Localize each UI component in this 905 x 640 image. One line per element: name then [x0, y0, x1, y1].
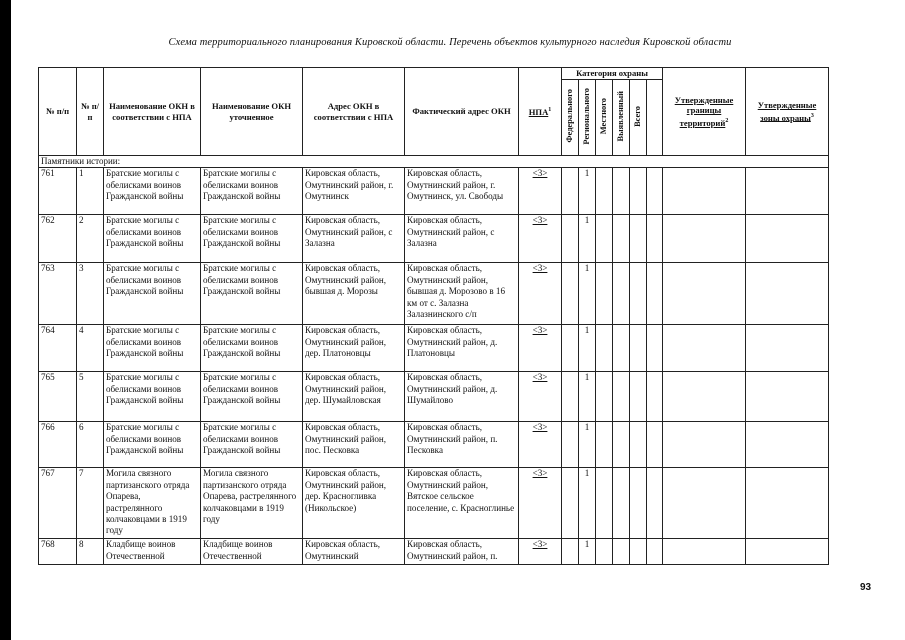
header-address-fact: Фактический адрес ОКН — [405, 68, 519, 156]
row-cat-total — [630, 263, 647, 325]
row-cat-federal — [562, 215, 579, 263]
row-cat-local — [596, 468, 613, 539]
row-zones — [746, 325, 829, 372]
row-address: Кировская область, Омутнинский район, бывшая д. Морозы — [303, 263, 405, 325]
row-num1: 761 — [39, 168, 77, 215]
row-cat-identified — [613, 263, 630, 325]
row-fact-address: Кировская область, Омутнинский район, г. Омутнинск, ул. Свободы — [405, 168, 519, 215]
row-num2: 7 — [77, 468, 104, 539]
table-row — [39, 539, 829, 565]
document-title: Схема территориального планирования Кировской области. Перечень объектов культурного наследия Кировской области — [168, 37, 732, 48]
row-cat-local — [596, 215, 613, 263]
row-address: Кировская область, Омутнинский район, дер. Платоновцы — [303, 325, 405, 372]
row-num1: 762 — [39, 215, 77, 263]
row-name: Братские могилы с обелисками воинов Гражданской войны — [104, 422, 201, 468]
row-address: Кировская область, Омутнинский район, г. Омутнинск — [303, 168, 405, 215]
row-cat-federal — [562, 372, 579, 422]
row-boundaries — [663, 263, 746, 325]
row-npa: <3> — [519, 422, 562, 468]
row-cat-federal — [562, 325, 579, 372]
header-name-refined: Наименование ОКН уточненное — [201, 68, 303, 156]
row-cat-local — [596, 539, 613, 565]
row-name: Братские могилы с обелисками воинов Гражданской войны — [104, 372, 201, 422]
row-cat-identified — [613, 539, 630, 565]
row-cat-blank — [647, 372, 663, 422]
row-cat-regional: 1 — [579, 168, 596, 215]
row-cat-identified — [613, 468, 630, 539]
row-cat-federal — [562, 468, 579, 539]
row-zones — [746, 215, 829, 263]
row-cat-local — [596, 325, 613, 372]
row-fact-address: Кировская область, Омутнинский район, с Залазна — [405, 215, 519, 263]
row-name-refined: Братские могилы с обелисками воинов Гражданской войны — [201, 215, 303, 263]
row-address: Кировская область, Омутнинский район, дер. Шумайловская — [303, 372, 405, 422]
row-name: Братские могилы с обелисками воинов Гражданской войны — [104, 325, 201, 372]
row-num2: 8 — [77, 539, 104, 565]
table-row — [39, 168, 829, 215]
row-num2: 6 — [77, 422, 104, 468]
header-cat-identified: Выявленный — [613, 80, 630, 156]
table-row — [39, 422, 829, 468]
row-name-refined: Могила связного партизанского отряда Опарева, растрелянного колчаковцами в 1919 году — [201, 468, 303, 539]
row-cat-identified — [613, 168, 630, 215]
row-boundaries — [663, 215, 746, 263]
row-cat-regional: 1 — [579, 539, 596, 565]
row-name: Братские могилы с обелисками воинов Гражданской войны — [104, 263, 201, 325]
row-fact-address: Кировская область, Омутнинский район, п. — [405, 539, 519, 565]
header-cat-federal: Федерального — [562, 80, 579, 156]
row-num1: 767 — [39, 468, 77, 539]
row-num1: 763 — [39, 263, 77, 325]
row-cat-total — [630, 215, 647, 263]
page-number: 93 — [860, 582, 872, 593]
row-boundaries — [663, 539, 746, 565]
row-cat-regional: 1 — [579, 372, 596, 422]
row-name-refined: Братские могилы с обелисками воинов Гражданской войны — [201, 263, 303, 325]
row-cat-blank — [647, 215, 663, 263]
row-cat-total — [630, 539, 647, 565]
row-name: Братские могилы с обелисками воинов Гражданской войны — [104, 215, 201, 263]
row-name-refined: Братские могилы с обелисками воинов Гражданской войны — [201, 325, 303, 372]
row-boundaries — [663, 325, 746, 372]
row-cat-regional: 1 — [579, 468, 596, 539]
row-name-refined: Братские могилы с обелисками воинов Гражданской войны — [201, 372, 303, 422]
row-cat-identified — [613, 372, 630, 422]
row-address: Кировская область, Омутнинский район, с Залазна — [303, 215, 405, 263]
section-label: Памятники истории: — [39, 156, 829, 168]
row-num2: 1 — [77, 168, 104, 215]
row-zones — [746, 372, 829, 422]
row-zones — [746, 468, 829, 539]
header-address-npa: Адрес ОКН в соответствии с НПА — [303, 68, 405, 156]
row-npa: <3> — [519, 539, 562, 565]
row-name: Могила связного партизанского отряда Опарева, растрелянного колчаковцами в 1919 году — [104, 468, 201, 539]
row-cat-total — [630, 422, 647, 468]
row-cat-blank — [647, 468, 663, 539]
row-zones — [746, 263, 829, 325]
row-boundaries — [663, 468, 746, 539]
row-num1: 765 — [39, 372, 77, 422]
row-cat-regional: 1 — [579, 263, 596, 325]
row-npa: <3> — [519, 263, 562, 325]
header-boundaries: Утвержденные границы территорий$^2$ — [663, 68, 746, 156]
row-num2: 3 — [77, 263, 104, 325]
row-cat-regional: 1 — [579, 325, 596, 372]
row-cat-total — [630, 372, 647, 422]
row-address: Кировская область, Омутнинский — [303, 539, 405, 565]
row-cat-local — [596, 168, 613, 215]
table-row — [39, 468, 829, 539]
row-cat-blank — [647, 325, 663, 372]
header-cat-total: Всего — [630, 80, 647, 156]
table-row — [39, 263, 829, 325]
header-name-okn: Наименование ОКН в соответствии с НПА — [104, 68, 201, 156]
row-num1: 764 — [39, 325, 77, 372]
row-cat-identified — [613, 325, 630, 372]
header-npa: НПА$^1$ — [519, 68, 562, 156]
heritage-objects-table — [38, 67, 829, 565]
row-fact-address: Кировская область, Омутнинский район, д. Шумайлово — [405, 372, 519, 422]
row-fact-address: Кировская область, Омутнинский район, бывшая д. Морозово в 16 км от с. Залазна Залазнинского с/п — [405, 263, 519, 325]
table-row — [39, 215, 829, 263]
row-address: Кировская область, Омутнинский район, пос. Песковка — [303, 422, 405, 468]
row-npa: <3> — [519, 372, 562, 422]
row-cat-federal — [562, 539, 579, 565]
row-cat-total — [630, 468, 647, 539]
row-cat-local — [596, 372, 613, 422]
row-num1: 766 — [39, 422, 77, 468]
row-num2: 2 — [77, 215, 104, 263]
row-cat-identified — [613, 422, 630, 468]
row-name-refined: Братские могилы с обелисками воинов Гражданской войны — [201, 422, 303, 468]
table-row — [39, 325, 829, 372]
row-cat-local — [596, 263, 613, 325]
row-num2: 4 — [77, 325, 104, 372]
row-cat-local — [596, 422, 613, 468]
row-name-refined: Братские могилы с обелисками воинов Гражданской войны — [201, 168, 303, 215]
row-npa: <3> — [519, 468, 562, 539]
row-name-refined: Кладбище воинов Отечественной — [201, 539, 303, 565]
header-category: Категория охраны — [562, 68, 663, 80]
row-npa: <3> — [519, 168, 562, 215]
row-zones — [746, 422, 829, 468]
row-cat-federal — [562, 422, 579, 468]
row-fact-address: Кировская область, Омутнинский район, Вятское сельское поселение, с. Красноглинье — [405, 468, 519, 539]
row-npa: <3> — [519, 215, 562, 263]
row-address: Кировская область, Омутнинский район, дер. Красногливка (Никольское) — [303, 468, 405, 539]
row-zones — [746, 168, 829, 215]
row-npa: <3> — [519, 325, 562, 372]
row-cat-blank — [647, 422, 663, 468]
row-cat-federal — [562, 263, 579, 325]
row-cat-total — [630, 325, 647, 372]
row-cat-identified — [613, 215, 630, 263]
row-cat-blank — [647, 263, 663, 325]
header-cat-local: Местного — [596, 80, 613, 156]
row-cat-regional: 1 — [579, 215, 596, 263]
row-boundaries — [663, 422, 746, 468]
row-num1: 768 — [39, 539, 77, 565]
row-fact-address: Кировская область, Омутнинский район, д. Платоновцы — [405, 325, 519, 372]
header-num2: № п/п — [77, 68, 104, 156]
row-cat-blank — [647, 539, 663, 565]
header-num1: № п/п — [39, 68, 77, 156]
row-boundaries — [663, 372, 746, 422]
row-name: Братские могилы с обелисками воинов Гражданской войны — [104, 168, 201, 215]
header-cat-regional: Регионального — [579, 80, 596, 156]
row-zones — [746, 539, 829, 565]
row-fact-address: Кировская область, Омутнинский район, п. Песковка — [405, 422, 519, 468]
row-cat-total — [630, 168, 647, 215]
row-name: Кладбище воинов Отечественной — [104, 539, 201, 565]
row-cat-blank — [647, 168, 663, 215]
header-zones: Утвержденные зоны охраны$^3$ — [746, 68, 829, 156]
scan-edge-bar — [0, 0, 11, 640]
header-cat-blank — [647, 80, 663, 156]
table-row — [39, 372, 829, 422]
row-num2: 5 — [77, 372, 104, 422]
row-boundaries — [663, 168, 746, 215]
row-cat-federal — [562, 168, 579, 215]
row-cat-regional: 1 — [579, 422, 596, 468]
